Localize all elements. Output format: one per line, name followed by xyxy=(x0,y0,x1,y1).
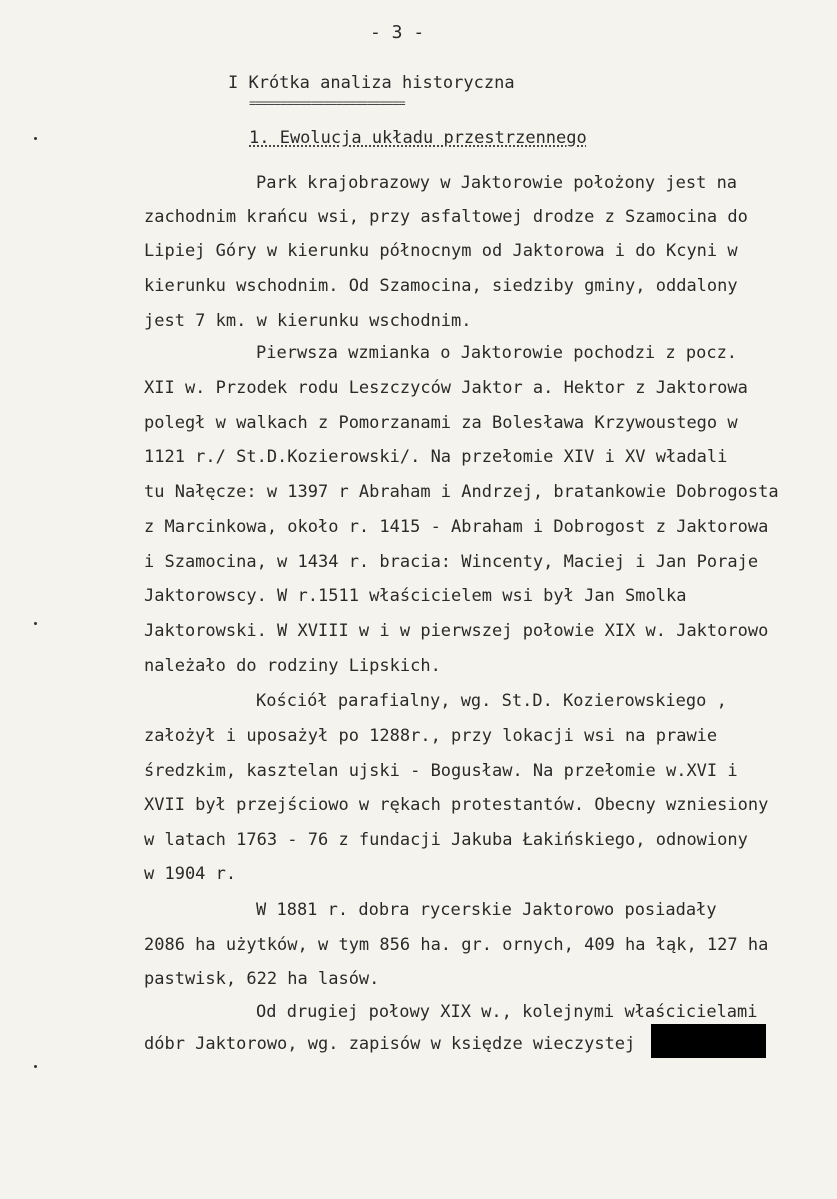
text-line: średzkim, kasztelan ujski - Bogusław. Na przełomie w.XVI i xyxy=(144,761,738,781)
title-underline: ========================= xyxy=(249,96,405,110)
text-line: w 1904 r. xyxy=(144,864,237,884)
text-line: Kościół parafialny, wg. St.D. Kozierowskiego , xyxy=(256,691,727,711)
margin-dot xyxy=(34,1065,37,1068)
margin-dot xyxy=(34,622,37,625)
text-line: poległ w walkach z Pomorzanami za Bolesława Krzywoustego w xyxy=(144,413,738,433)
subsection-title xyxy=(249,128,587,148)
text-line: założył i uposażył po 1288r., przy lokacji wsi na prawie xyxy=(144,726,718,746)
text-line: i Szamocina, w 1434 r. bracia: Wincenty, Maciej i Jan Poraje xyxy=(144,552,759,572)
text-line: Lipiej Góry w kierunku północnym od Jaktorowa i do Kcyni w xyxy=(144,241,738,261)
text-line: zachodnim krańcu wsi, przy asfaltowej drodze z Szamocina do xyxy=(144,207,748,227)
text-line: Pierwsza wzmianka o Jaktorowie pochodzi z pocz. xyxy=(256,343,738,363)
text-line: jest 7 km. w kierunku wschodnim. xyxy=(144,311,472,331)
redaction-block xyxy=(651,1024,766,1058)
margin-dot xyxy=(34,137,37,140)
section-title: I Krótka analiza historyczna xyxy=(228,73,515,93)
text-line: Jaktorowski. W XVIII w i w pierwszej połowie XIX w. Jaktorowo xyxy=(144,621,769,641)
text-line: 2086 ha użytków, w tym 856 ha. gr. ornych, 409 ha łąk, 127 ha xyxy=(144,935,769,955)
text-line: XII w. Przodek rodu Leszczyców Jaktor a. Hektor z Jaktorowa xyxy=(144,378,748,398)
text-line: Od drugiej połowy XIX w., kolejnymi właścicielami xyxy=(256,1002,758,1022)
text-line: XVII był przejściowo w rękach protestantów. Obecny wzniesiony xyxy=(144,795,769,815)
subsection-title-text: 1. Ewolucja układu przestrzennego xyxy=(249,128,587,148)
text-line: pastwisk, 622 ha lasów. xyxy=(144,969,380,989)
text-line: tu Nałęcze: w 1397 r Abraham i Andrzej, bratankowie Dobrogosta xyxy=(144,482,779,502)
text-line: W 1881 r. dobra rycerskie Jaktorowo posiadały xyxy=(256,900,717,920)
text-line: z Marcinkowa, około r. 1415 - Abraham i Dobrogost z Jaktorowa xyxy=(144,517,769,537)
page-number: - 3 - xyxy=(370,22,425,43)
text-line: Jaktorowscy. W r.1511 właścicielem wsi był Jan Smolka xyxy=(144,586,687,606)
text-line: należało do rodziny Lipskich. xyxy=(144,656,441,676)
text-line: 1121 r./ St.D.Kozierowski/. Na przełomie XIV i XV władali xyxy=(144,447,728,467)
text-line: Park krajobrazowy w Jaktorowie położony jest na xyxy=(256,173,738,193)
text-line: w latach 1763 - 76 z fundacji Jakuba Łakińskiego, odnowiony xyxy=(144,830,748,850)
text-line: dóbr Jaktorowo, wg. zapisów w księdze wieczystej xyxy=(144,1034,636,1054)
text-line: kierunku wschodnim. Od Szamocina, siedziby gminy, oddalony xyxy=(144,276,738,296)
